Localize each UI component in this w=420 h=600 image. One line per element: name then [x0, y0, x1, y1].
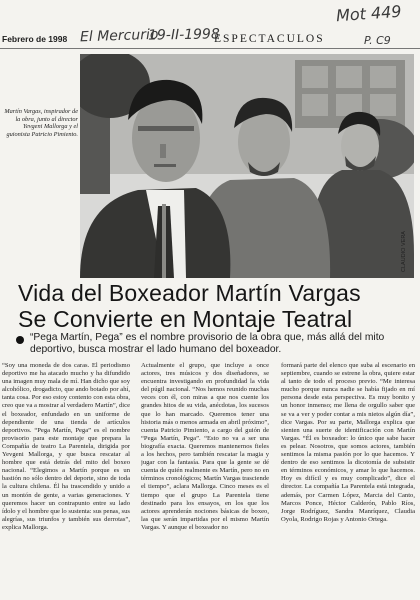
- headline: [18, 280, 414, 332]
- headline-line-2: Se Convierte en Montaje Teatral: [18, 306, 353, 332]
- section-title: ESPECTACULOS: [214, 33, 325, 45]
- bullet-icon: [16, 336, 24, 344]
- handwritten-page: P. C9: [364, 34, 391, 47]
- handwritten-date: 19-II-1998: [147, 26, 220, 44]
- photo-credit: CLAUDIO VERA: [401, 231, 407, 272]
- photo-caption: Martín Vargas, inspirador de la obra, junto al director Yevgeni Mallorga y el guionista Patricio Pimiento.: [4, 108, 78, 138]
- article-column-1: “Soy una moneda de dos caras. El periodismo deportivo me ha atacado mucho y ha difundido una imagen muy mala de mí. Han dicho que soy alcohólico, drogadicto, que ando botado por ahí, tanta cosa. Por eso estoy contento con esta obra, creo que va a mostrar al verdadero Martín”, dice el boxeador, enfundado en un uniforme de dependiente de una tienda de artículos deportivos. “Pega Martín, Pega” es el nombre provisorio para este montaje que prepara la Compañía de teatro La Parentela, dirigida por Yevgeni Mallorga, y que busca rescatar al hombre que está detrás del mito del boxeo nacional. “Elegimos a Martín porque es un bastión no sólo dentro del deporte, sino de toda la cultura chilena. Él ha trascendido y unido a un montón de gente, a varias generaciones. Y queremos hacer un contrapunto entre su lado ídolo y el hombre que lo sustenta: sus penas, sus alegrías, sus triunfos y también sus derrotas”, explica Mallorga.: [2, 362, 130, 531]
- header-rule: [0, 48, 420, 49]
- article-column-2: Actualmente el grupo, que incluye a once actores, tres músicos y dos diseñadores, se encuentra investigando en profundidad la vida del púgil nacional. “Nos hemos reunido muchas veces con él, con miras a que nos cuente los grandes hitos de su vida, anécdotas, los sucesos que lo han marcado. Queremos tener una historia más o menos armada en abril próximo”, cuenta Patricio Pimiento, a cargo del guión de “Pega Martín, Pega”. “Esto no va a ser una biografía exacta. Queremos mantenernos fieles a los hechos, pero también rescatar la magia y jugar con la fantasía. Para que la gente se dé cuenta de quién realmente es Martín, pero no en términos cronológicos; Martín Vargas trasciende el tiempo”, aclara Mallorga. Cinco meses es el tiempo que el grupo La Parentela tiene destinado para los ensayos, en los que los actores aprenderán nociones básicas de boxeo, las que serán impartidas por el mismo Martín Vargas. Y aunque el boxeador no: [141, 362, 269, 531]
- handwritten-code: Mot 449: [335, 1, 403, 26]
- deck: “Pega Martín, Pega” es el nombre provisorio de la obra que, más allá del mito deportivo, busca mostrar el lado humano del boxeador.: [30, 332, 385, 355]
- headline-line-1: Vida del Boxeador Martín Vargas: [18, 280, 361, 306]
- photo: [80, 54, 414, 278]
- date-line: Febrero de 1998: [2, 34, 68, 44]
- photo-image: [80, 54, 414, 278]
- article-column-3: formará parte del elenco que suba al escenario en septiembre, cuando se estrene la obra, quiere estar al tanto de todo el proceso previo. “Me interesa mucho porque nunca nadie se había fijado en mí persona desde esta perspectiva. Es muy bonito y un honor inmenso; me llena de orgullo saber que se va a ver y poder contar a mis nietos algún día”, dice Vargas. Por su parte, Mallorga explica que sienten una suerte de identificación con Martín Vargas. “Él es boxeador: lo único que sabe hacer es pelear. Nosotros, que somos actores, también sentimos la misma pasión por lo que hacemos. Y dentro de eso sentimos la dicotomía de subsistir en términos económicos, y amar lo que hacemos. Hoy es difícil y es muy complicado”, dice el director. La compañía La Parentela está integrada, además, por Carmen López, Marcia del Canto, Marcos Ponce, Héctor Calderón, Pablo Ríos, Jorge Rodríguez, Sandra Manríquez, Claudia Oyola, Rodrigo Rojas y Antonio Ortega.: [281, 362, 415, 523]
- handwritten-paper: El Mercurio: [79, 26, 159, 46]
